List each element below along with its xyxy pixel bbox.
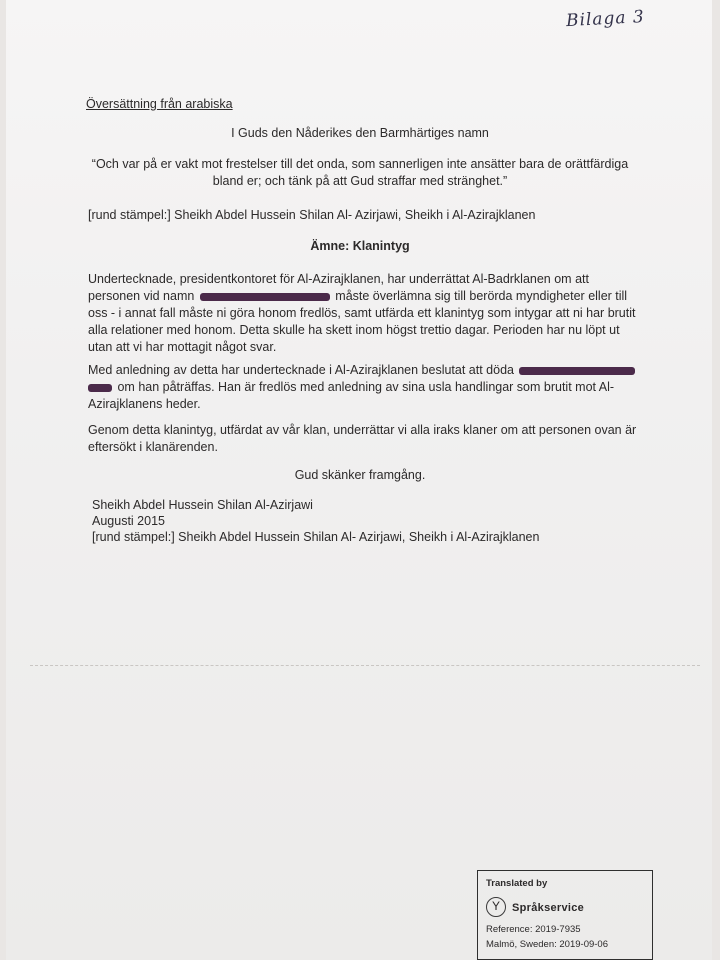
signature-date: Augusti 2015: [92, 514, 165, 528]
para1-line5: utan att vi har mottagit något svar.: [88, 340, 277, 354]
signature-name: Sheikh Abdel Hussein Shilan Al-Azirjawi: [92, 498, 313, 512]
para3-line2: eftersökt i klanärenden.: [88, 440, 218, 454]
stamp-brand: Språkservice: [512, 902, 585, 914]
signature-stamp-note: [rund stämpel:] Sheikh Abdel Hussein Shilan Al- Azirjawi, Sheikh i Al-Azirajklanen: [92, 530, 540, 544]
para2-line1-text: Med anledning av detta har undertecknade i Al-Azirajklanen beslutat att döda: [88, 363, 514, 377]
stamp-location-date: Malmö, Sweden: 2019-09-06: [486, 939, 608, 950]
para3-line1: Genom detta klanintyg, utfärdat av vår klan, underrättar vi alla iraks klaner om att personen ovan är: [88, 423, 637, 437]
stamp-reference: Reference: 2019-7935: [486, 924, 581, 935]
para2-line2-text: om han påträffas. Han är fredlös med anledning av sina usla handlingar som brutit mot Al-: [117, 380, 615, 394]
redaction-mark: [200, 293, 330, 301]
translator-stamp: [477, 870, 653, 960]
para1-line2: [88, 287, 627, 305]
para1-line1: Undertecknade, presidentkontoret för Al-Azirajklanen, har underrättat Al-Badrklanen om att: [88, 272, 589, 286]
redaction-mark: [519, 367, 635, 375]
stamp-note-top: [rund stämpel:] Sheikh Abdel Hussein Shilan Al- Azirjawi, Sheikh i Al-Azirajklanen: [88, 208, 536, 222]
quote-line-1: “Och var på er vakt mot frestelser till det onda, som sannerligen inte ansätter bara de orättfärdiga: [91, 157, 629, 171]
para2-line2: [88, 378, 614, 396]
paper-fold-line: [30, 665, 700, 666]
sprakservice-logo-icon: Y: [486, 897, 506, 917]
quote-line-2: bland er; och tänk på att Gud straffar med stränghet.”: [212, 174, 508, 188]
redaction-mark: [88, 384, 112, 392]
closing-line: Gud skänker framgång.: [294, 468, 426, 482]
subject-line: Ämne: Klanintyg: [310, 239, 410, 253]
para1-line3: oss - i annat fall måste ni göra honom fredlös, samt utfärda ett klanintyg som intygar att ni har brutit: [88, 306, 636, 320]
para2-line1: [88, 361, 637, 379]
document-heading: Översättning från arabiska: [86, 97, 233, 111]
para2-line3: Azirajklanens heder.: [88, 397, 201, 411]
handwritten-annotation: Bilaga 3: [565, 7, 646, 32]
para1-line2-end: måste överlämna sig till berörda myndigheter eller till: [335, 289, 628, 303]
stamp-translated-by: Translated by: [486, 878, 548, 889]
para1-line4: alla relationer med honom. Detta skulle ha skett inom högst trettio dagar. Perioden har nu löpt ut: [88, 323, 620, 337]
para1-line2-start: personen vid namn: [88, 289, 195, 303]
invocation-line: I Guds den Nåderikes den Barmhärtiges namn: [231, 126, 489, 140]
